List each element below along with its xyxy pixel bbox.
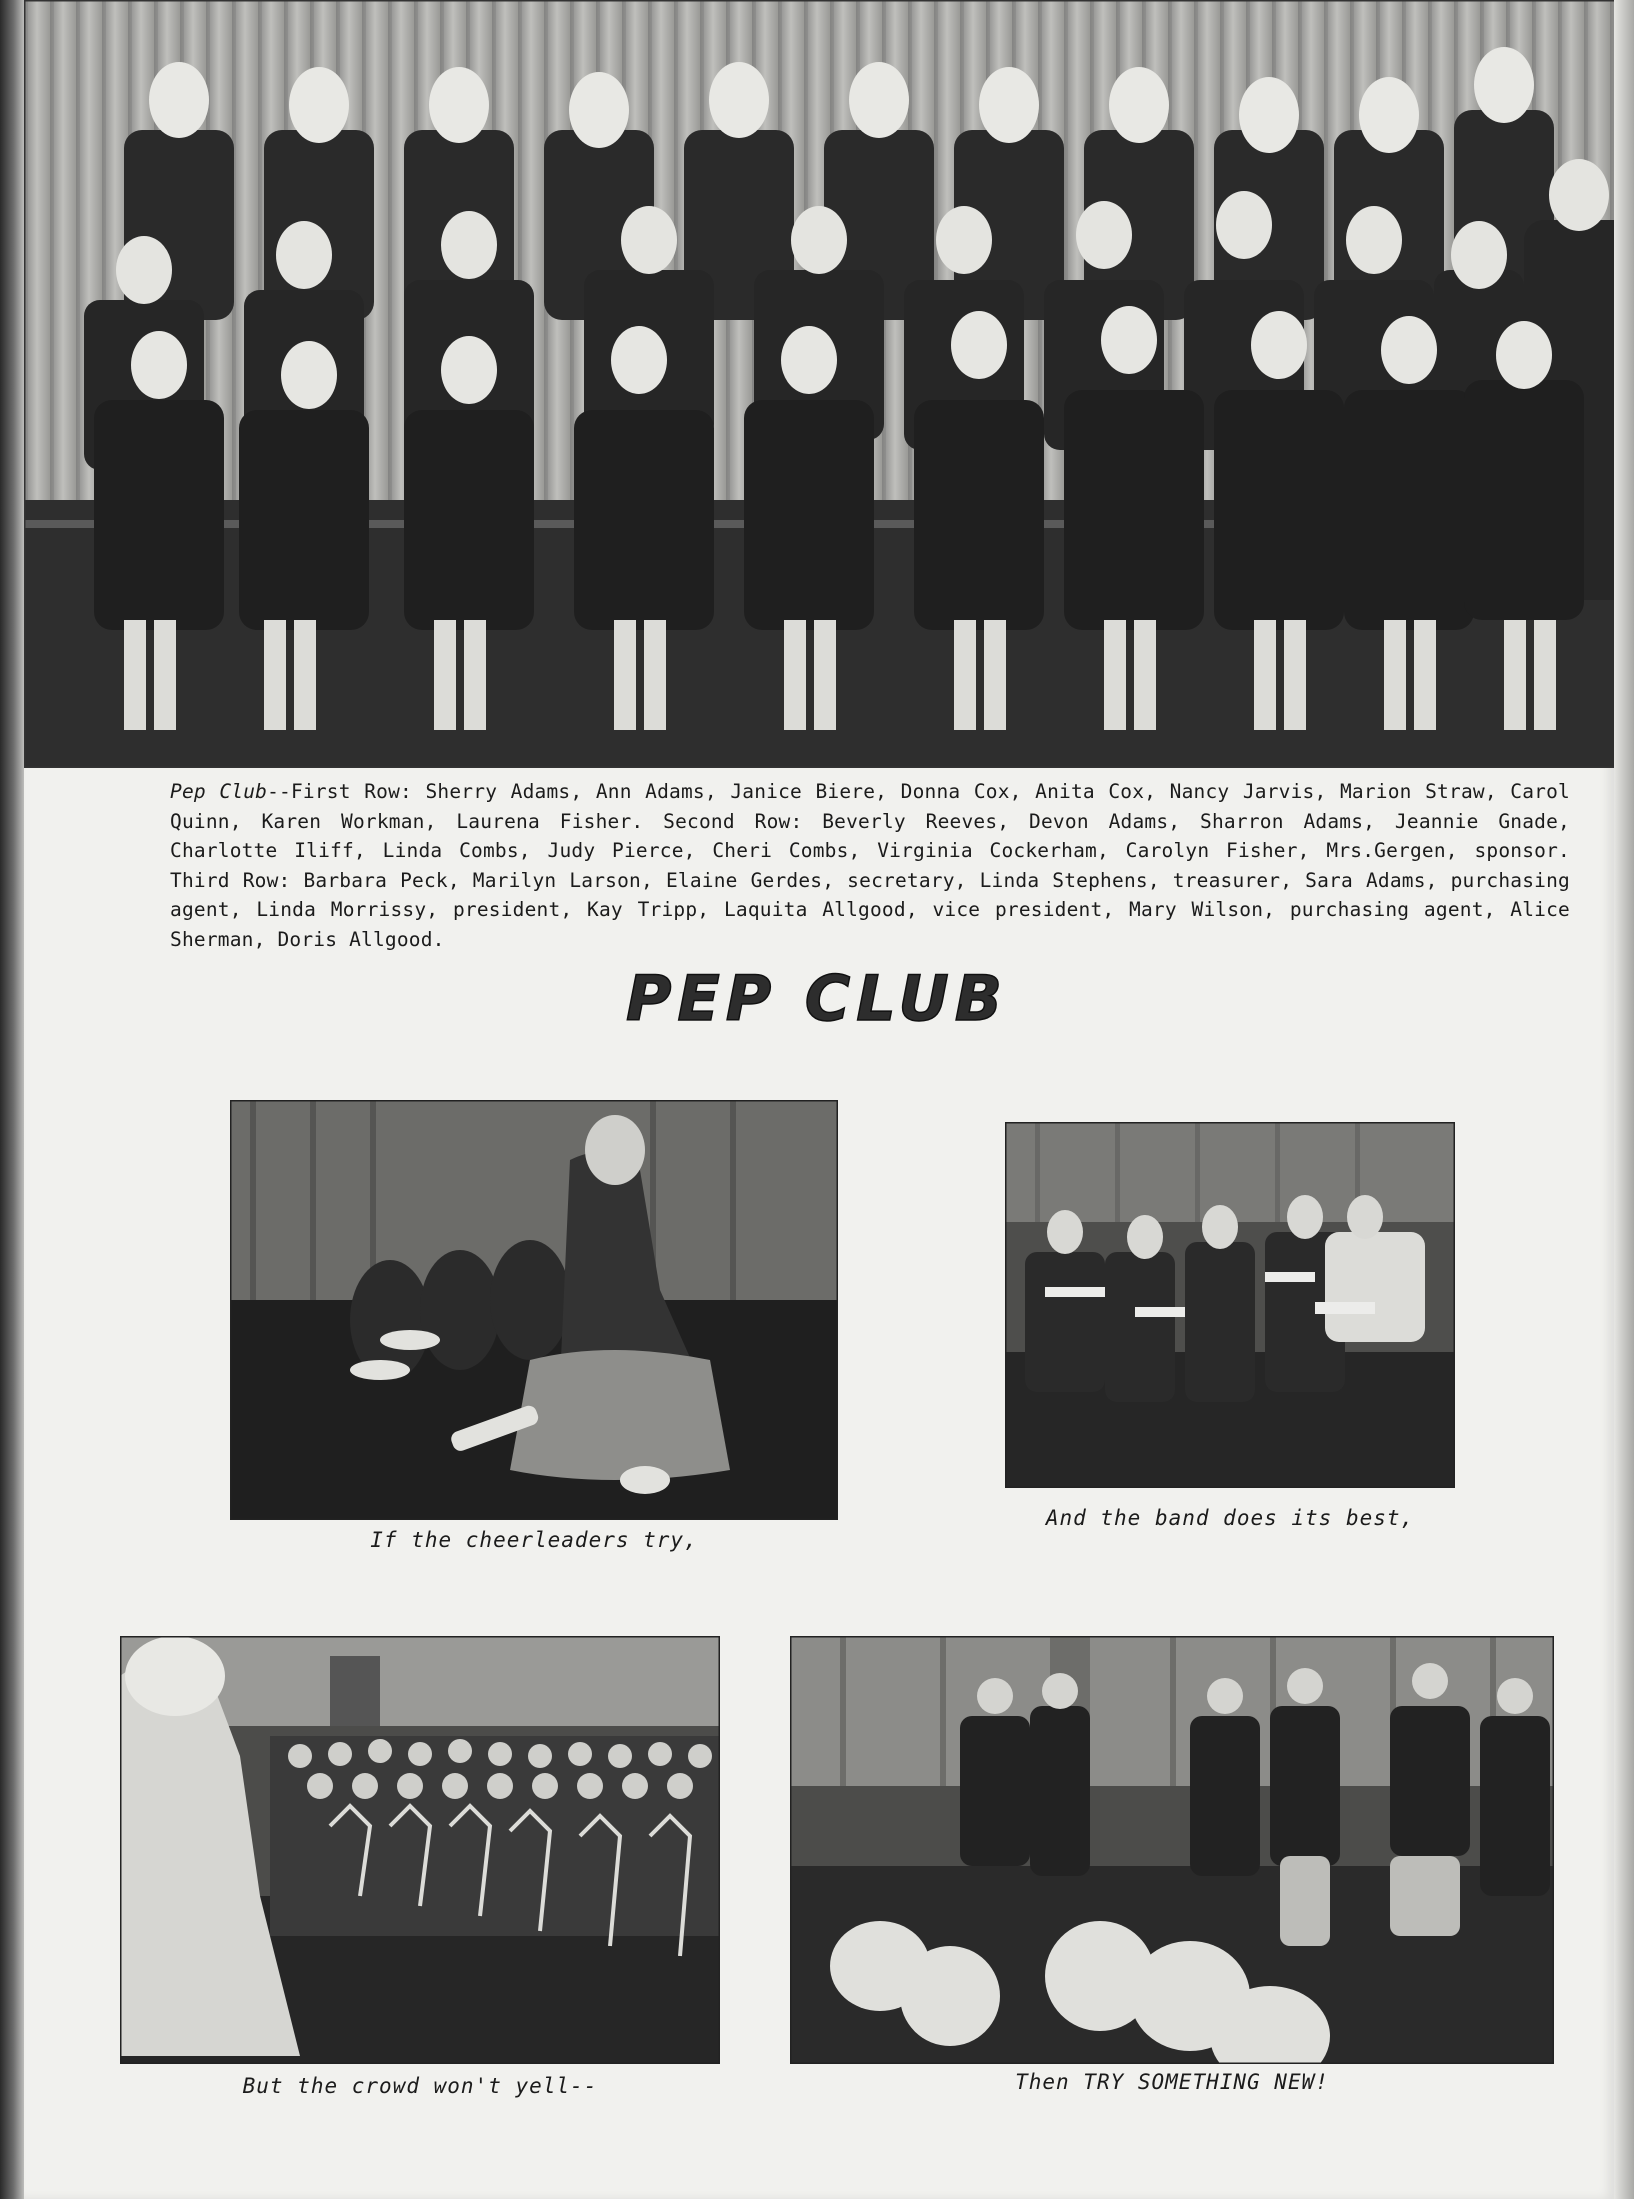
page-edge	[1614, 0, 1634, 2199]
group-photo-caption	[170, 777, 1570, 954]
cheerleaders-photo	[230, 1100, 838, 1520]
cheerleaders-caption: If the cheerleaders try,	[370, 1528, 698, 1552]
yearbook-page	[24, 0, 1614, 2199]
crowd-photo	[120, 1636, 720, 2064]
book-binding	[0, 0, 24, 2199]
group-photo	[24, 0, 1624, 768]
try-something-new-caption: Then TRY SOMETHING NEW!	[1015, 2070, 1329, 2094]
caption-lead: Pep Club	[170, 780, 268, 803]
try-something-new-photo-image	[790, 1636, 1554, 2064]
page-title: PEP CLUB	[625, 962, 1009, 1035]
caption-names: --First Row: Sherry Adams, Ann Adams, Janice Biere, Donna Cox, Anita Cox, Nancy Jarvis, Marion Straw, Carol Quinn, Karen Workman, Laurena Fisher. Second Row: Beverly Reeves, Devon Adams, Sharron Adams, Jeannie Gnade, Charlotte Iliff, Linda Combs, Judy Pierce, Cheri Combs, Virginia Cockerham, Carolyn Fisher, Mrs.Gergen, sponsor. Third Row: Barbara Peck, Marilyn Larson, Elaine Gerdes, secretary, Linda Stephens, treasurer, Sara Adams, purchasing agent, Linda Morrissy, president, Kay Tripp, Laquita Allgood, vice president, Mary Wilson, purchasing agent, Alice Sherman, Doris Allgood.	[170, 780, 1570, 951]
band-photo	[1005, 1122, 1455, 1488]
group-photo-image	[24, 0, 1624, 768]
crowd-photo-image	[120, 1636, 720, 2064]
cheerleaders-photo-image	[230, 1100, 838, 1520]
crowd-caption: But the crowd won't yell--	[242, 2074, 598, 2098]
band-caption: And the band does its best,	[1045, 1506, 1415, 1530]
band-photo-image	[1005, 1122, 1455, 1488]
try-something-new-photo	[790, 1636, 1554, 2064]
